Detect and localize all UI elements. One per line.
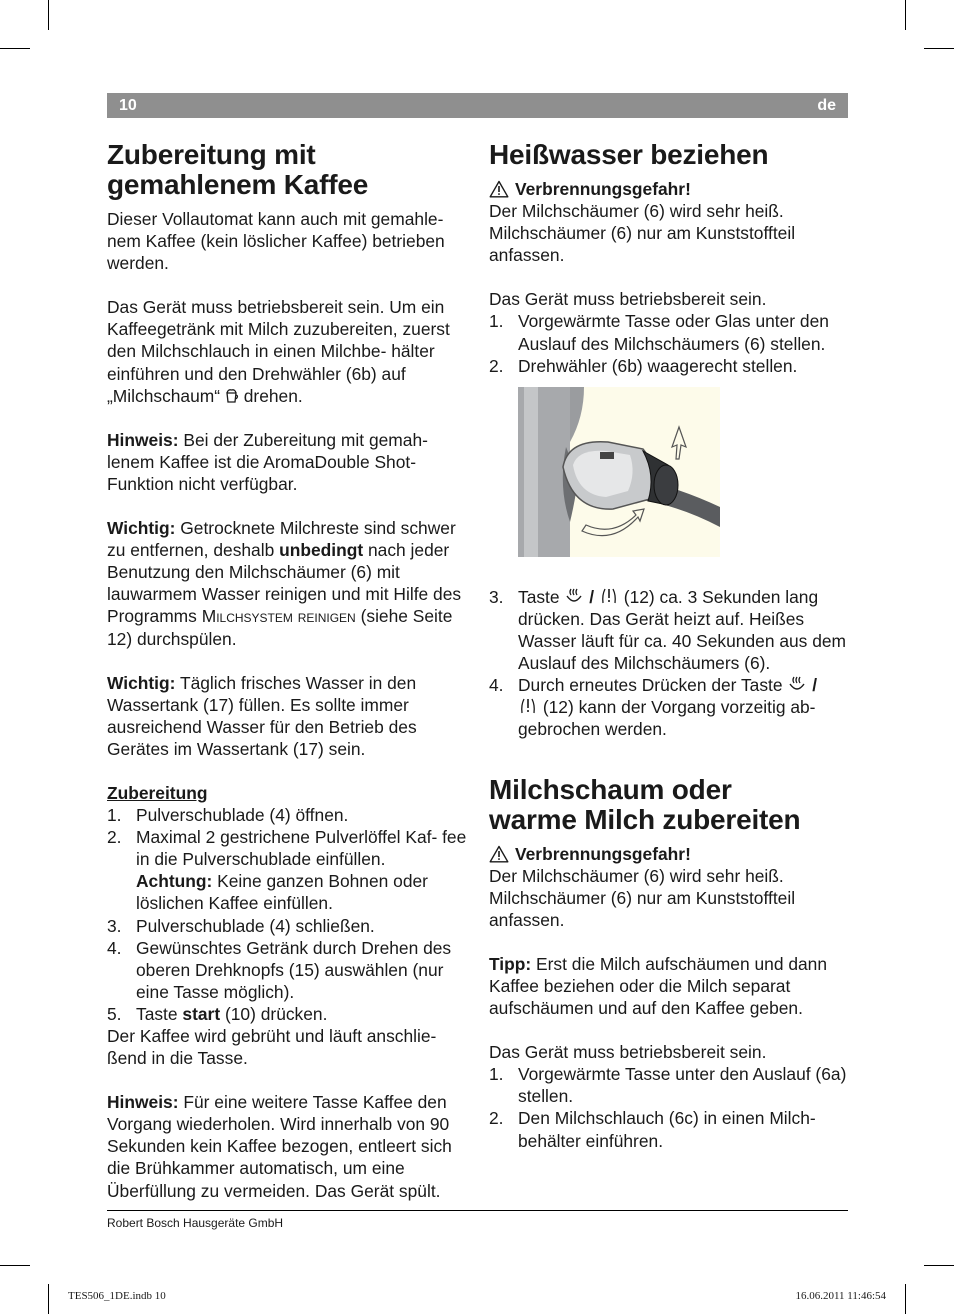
milk-foam-steps-list bbox=[489, 1063, 854, 1151]
milk-foam-icon bbox=[225, 388, 239, 404]
burn-warning: Verbrennungsgefahr! bbox=[489, 843, 854, 865]
burn-warning: Verbrennungsgefahr! bbox=[489, 178, 854, 200]
note-paragraph: Hinweis: Bei der Zubereitung mit gemah- lenem Kaffee ist die AromaDouble Shot- Funktion nicht verfügbar. bbox=[107, 429, 428, 494]
list-item: 1. Vorgewärmte Tasse oder Glas unter den Auslauf des Milchschäumers (6) stellen. bbox=[489, 311, 829, 354]
crop-mark bbox=[48, 0, 49, 30]
print-slug-date: 16.06.2011 11:46:54 bbox=[795, 1290, 886, 1302]
ready-paragraph: Das Gerät muss betriebsbereit sein. bbox=[489, 1042, 767, 1063]
crop-mark bbox=[0, 48, 30, 49]
ready-paragraph: Das Gerät muss betriebsbereit sein. bbox=[489, 289, 767, 310]
list-item: 4. Durch erneutes Drücken der Taste / (12) kann der Vorgang vorzeitig ab- gebrochen werden. bbox=[489, 675, 818, 740]
right-column bbox=[489, 140, 854, 1152]
ready-paragraph: Das Gerät muss betriebsbereit sein. Um ein Kaffeegetränk mit Milch zuzubereiten, zuerst den Milchschlauch in einen Milchbe- hälter einführen und den Drehwähler (6b) auf „Milchschaum“ drehen. bbox=[107, 297, 450, 406]
hot-water-steps-list-cont bbox=[489, 586, 854, 741]
list-item: 4. Gewünschtes Getränk durch Drehen des oberen Drehknopfs (15) auswählen (nur eine Tasse möglich). bbox=[107, 937, 452, 1002]
crop-mark bbox=[924, 48, 954, 49]
prep-heading: Zubereitung bbox=[107, 782, 208, 803]
warning-triangle-icon bbox=[489, 845, 509, 863]
crop-mark bbox=[905, 0, 906, 30]
section-title-hot-water: Heißwasser beziehen bbox=[489, 139, 769, 170]
tip-paragraph: Tipp: Erst die Milch aufschäumen und dann Kaffee beziehen oder die Milch separat aufschäumen und auf den Kaffee geben. bbox=[489, 953, 828, 1019]
list-item: 5. Taste start (10) drücken. bbox=[107, 1003, 328, 1024]
section-title-ground-coffee: Zubereitung mit gemahlenem Kaffee bbox=[107, 139, 369, 200]
hot-water-steps-list bbox=[489, 310, 854, 376]
note-paragraph: Hinweis: Für eine weitere Tasse Kaffee den Vorgang wiederholen. Wird innerhalb von 90 Sekunden kein Kaffee bezogen, entleert sich die Brühkammer automatisch, um eine Überfüllung zu vermeiden. Das Gerät spült. bbox=[107, 1092, 452, 1201]
intro-paragraph: Dieser Vollautomat kann auch mit gemahle- nem Kaffee (kein löslicher Kaffee) betrieben werden. bbox=[107, 209, 445, 274]
important-paragraph: Wichtig: Getrocknete Milchreste sind schwer zu entfernen, deshalb unbedingt nach jeder Benutzung den Milchschäumer (6) mit lauwarmem Wasser reinigen und mit Hilfe des Programms Milchsystem reinigen (siehe Seite 12) durchspülen. bbox=[107, 518, 462, 649]
steam-icon bbox=[564, 586, 584, 606]
print-slug-file: TES506_1DE.indb 10 bbox=[68, 1290, 166, 1302]
list-item: 1. Vorgewärmte Tasse unter den Auslauf (6a) stellen. bbox=[489, 1064, 847, 1107]
list-item: 1. Pulverschublade (4) öffnen. bbox=[107, 805, 349, 826]
hot-water-icon bbox=[599, 586, 619, 606]
steam-icon bbox=[787, 674, 807, 694]
important-paragraph: Wichtig: Täglich frisches Wasser in den Wassertank (17) füllen. Es sollte immer ausreichend Wasser für den Betrieb des Gerätes im Wassertank (17) sein. bbox=[107, 672, 417, 759]
left-column bbox=[107, 140, 472, 1202]
list-item: 2. Den Milchschlauch (6c) in einen Milch- behälter einführen. bbox=[489, 1108, 816, 1151]
crop-mark bbox=[924, 1265, 954, 1266]
footer-rule bbox=[107, 1210, 848, 1211]
page-number: 10 bbox=[119, 97, 137, 114]
warning-text: Der Milchschäumer (6) wird sehr heiß. Milchschäumer (6) nur am Kunststoffteil anfassen. bbox=[489, 201, 796, 266]
prep-steps-list bbox=[107, 804, 472, 1025]
rotary-selector-illustration bbox=[518, 387, 720, 557]
program-name: Milchsystem reinigen bbox=[201, 606, 356, 627]
list-item: 2. Maximal 2 gestrichene Pulverlöffel Kaf- fee in die Pulverschublade einfüllen. Achtung: Keine ganzen Bohnen oder löslichen Kaffee einfüllen. bbox=[107, 827, 467, 914]
footer-company: Robert Bosch Hausgeräte GmbH bbox=[107, 1216, 284, 1230]
warning-triangle-icon bbox=[489, 180, 509, 198]
warning-text: Der Milchschäumer (6) wird sehr heiß. Milchschäumer (6) nur am Kunststoffteil anfassen. bbox=[489, 865, 796, 930]
brew-paragraph: Der Kaffee wird gebrüht und läuft anschlie- ßend in die Tasse. bbox=[107, 1026, 437, 1069]
crop-mark bbox=[0, 1265, 30, 1266]
crop-mark bbox=[905, 1284, 906, 1314]
list-item: 2. Drehwähler (6b) waagerecht stellen. bbox=[489, 355, 798, 376]
section-title-milk-foam: Milchschaum oder warme Milch zubereiten bbox=[489, 773, 801, 835]
page-header-bar bbox=[107, 93, 848, 118]
hot-water-icon bbox=[518, 696, 538, 716]
list-item: 3. Pulverschublade (4) schließen. bbox=[107, 915, 375, 936]
crop-mark bbox=[48, 1284, 49, 1314]
list-item: 3. Taste / (12) ca. 3 Sekunden lang drücken. Das Gerät heizt auf. Heißes Wasser läuft für ca. 40 Sekunden aus dem Auslauf des Milchschäumers (6). bbox=[489, 586, 847, 674]
language-code: de bbox=[817, 97, 836, 114]
